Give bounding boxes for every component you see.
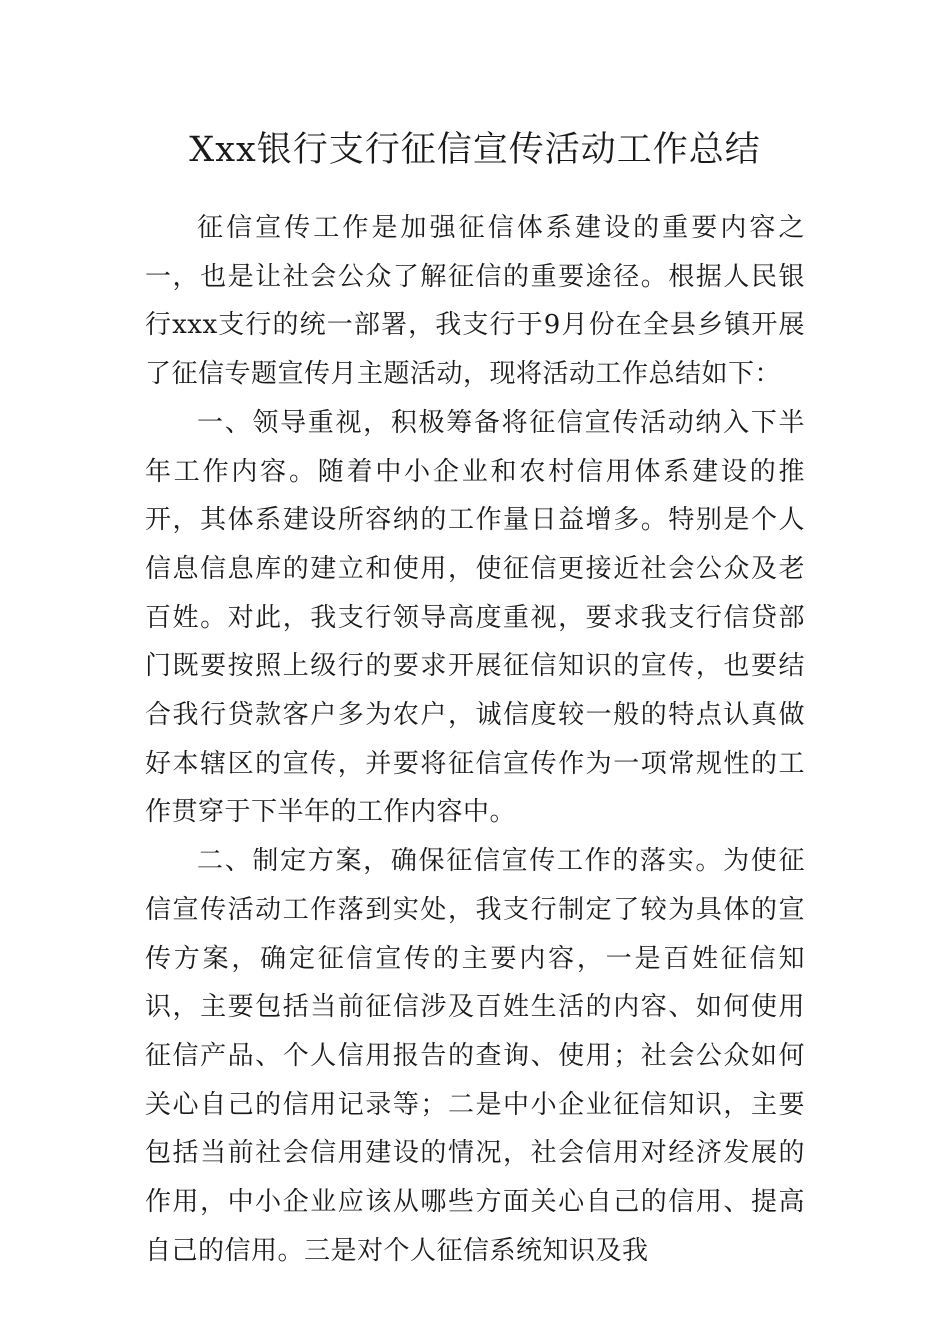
paragraph-section-two: 二、制定方案，确保征信宣传工作的落实。为使征信宣传活动工作落到实处，我支行制定了较为具体的宣传方案，确定征信宣传的主要内容，一是百姓征信知识，主要包括当前征信涉及百姓生活的内容、如何使用征信产品、个人信用报告的查询、使用；社会公众如何关心自己的信用记录等；二是中小企业征信知识，主要包括当前社会信用建设的情况，社会信用对经济发展的作用，中小企业应该从哪些方面关心自己的信用、提高自己的信用。三是对个人征信系统知识及我 [145, 846, 805, 1266]
paragraph-section-one: 一、领导重视，积极筹备将征信宣传活动纳入下半年工作内容。随着中小企业和农村信用体系建设的推开，其体系建设所容纳的工作量日益增多。特别是个人信息信息库的建立和使用，使征信更接近社会公众及老百姓。对此，我支行领导高度重视，要求我支行信贷部门既要按照上级行的要求开展征信知识的宣传，也要结合我行贷款客户多为农户，诚信度较一般的特点认真做好本辖区的宣传，并要将征信宣传作为一项常规性的工作贯穿于下半年的工作内容中。 [145, 407, 805, 828]
paragraph-intro: 征信宣传工作是加强征信体系建设的重要内容之一，也是让社会公众了解征信的重要途径。根据人民银行xxx支行的统一部署，我支行于9月份在全县乡镇开展了征信专题宣传月主题活动，现将活动工作总结如下： [145, 213, 805, 390]
document-title: Xxx银行支行征信宣传活动工作总结 [189, 130, 761, 170]
document-body [145, 204, 805, 1275]
